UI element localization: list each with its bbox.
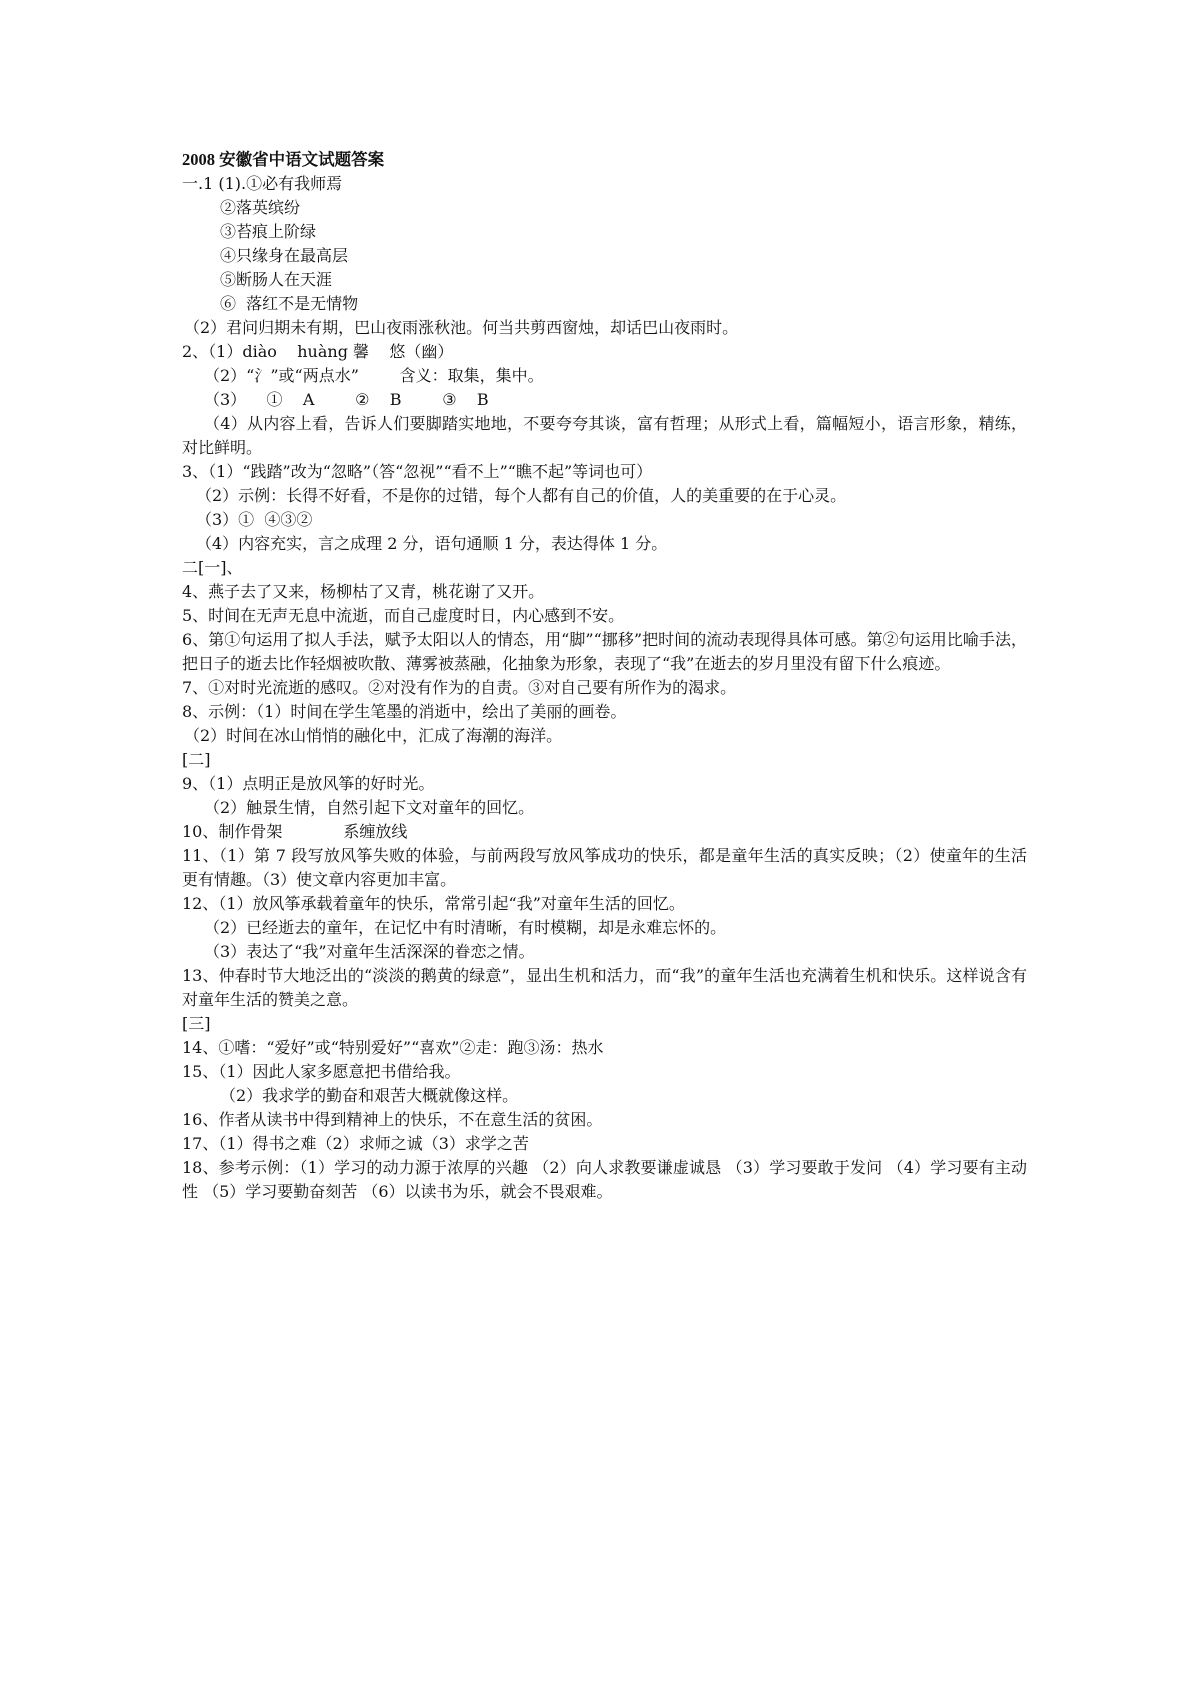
answer-line: （3） ① A ② B ③ B bbox=[204, 390, 489, 409]
answer-line: ⑤断肠人在天涯 bbox=[220, 270, 333, 289]
answer-line: 8、示例：（1）时间在学生笔墨的消逝中，绘出了美丽的画卷。 bbox=[182, 702, 627, 721]
answer-paragraph: 18、参考示例：（1）学习的动力源于浓厚的兴趣 （2）向人求教要谦虚诚恳 （3）学习要敢于发问 （4）学习要有主动性 （5）学习要勤奋刻苦 （6）以读书为乐，就会不畏艰难。 bbox=[182, 1158, 1027, 1201]
section-heading: [三] bbox=[182, 1014, 211, 1033]
answer-line: （2）时间在冰山悄悄的融化中，汇成了海潮的海洋。 bbox=[184, 726, 563, 745]
section-heading: 二[一]、 bbox=[182, 558, 243, 577]
answer-line: 4、燕子去了又来，杨柳枯了又青，桃花谢了又开。 bbox=[182, 582, 545, 601]
answer-line: ③苔痕上阶绿 bbox=[220, 222, 317, 241]
answer-line: 12、（1）放风筝承载着童年的快乐，常常引起“我”对童年生活的回忆。 bbox=[182, 894, 685, 913]
answer-line: 16、作者从读书中得到精神上的快乐，不在意生活的贫困。 bbox=[182, 1110, 603, 1129]
answer-line: 14、①嗜：“爱好”或“特别爱好”“喜欢”②走：跑③汤：热水 bbox=[182, 1038, 604, 1057]
answer-line: （2）君问归期未有期，巴山夜雨涨秋池。何当共剪西窗烛，却话巴山夜雨时。 bbox=[184, 318, 739, 337]
answer-line: ⑥ 落红不是无情物 bbox=[220, 294, 359, 313]
answer-line: （2）我求学的勤奋和艰苦大概就像这样。 bbox=[220, 1086, 519, 1105]
answer-line: 5、时间在无声无息中流逝，而自己虚度时日，内心感到不安。 bbox=[182, 606, 625, 625]
answer-line: 10、制作骨架 系缠放线 bbox=[182, 822, 408, 841]
answer-line: （3）表达了“我”对童年生活深深的眷恋之情。 bbox=[204, 942, 535, 961]
answer-paragraph: （4）从内容上看，告诉人们要脚踏实地地，不要夸夸其谈，富有哲理；从形式上看，篇幅短小，语言形象，精练，对比鲜明。 bbox=[182, 414, 1027, 457]
answer-line: 7、①对时光流逝的感叹。②对没有作为的自责。③对自己要有所作为的渴求。 bbox=[182, 678, 737, 697]
answer-line: 17、（1）得书之难（2）求师之诚（3）求学之苦 bbox=[182, 1134, 529, 1153]
answer-line: 15、（1）因此人家多愿意把书借给我。 bbox=[182, 1062, 461, 1081]
section-heading: [二] bbox=[182, 750, 211, 769]
answer-line: 2、（1）diào huàng 馨 悠（幽） bbox=[182, 342, 454, 361]
answer-line: （3）① ④③② bbox=[196, 510, 313, 529]
answer-paragraph: 6、第①句运用了拟人手法，赋予太阳以人的情态，用“脚”“挪移”把时间的流动表现得具体可感。第②句运用比喻手法，把日子的逝去比作轻烟被吹散、薄雾被蒸融，化抽象为形象，表现了“我”在逝去的岁月里没有留下什么痕迹。 bbox=[182, 630, 1027, 673]
answer-line: ④只缘身在最高层 bbox=[220, 246, 349, 265]
answer-line: （4）内容充实，言之成理 2 分，语句通顺 1 分，表达得体 1 分。 bbox=[196, 534, 668, 553]
answer-line: （2）示例：长得不好看，不是你的过错，每个人都有自己的价值，人的美重要的在于心灵。 bbox=[196, 486, 847, 505]
answer-line: 9、（1）点明正是放风筝的好时光。 bbox=[182, 774, 435, 793]
answer-paragraph: 11、（1）第 7 段写放风筝失败的体验，与前两段写放风筝成功的快乐，都是童年生活的真实反映；（2）使童年的生活更有情趣。（3）使文章内容更加丰富。 bbox=[182, 846, 1027, 889]
answer-line: 一.1 (1).①必有我师焉 bbox=[182, 174, 343, 193]
answer-line: （2）“氵”或“两点水” 含义：取集，集中。 bbox=[204, 366, 544, 385]
answer-line: 3、（1）“践踏”改为“忽略”（答“忽视”“看不上”“瞧不起”等词也可） bbox=[182, 462, 653, 481]
answer-line: （2）触景生情，自然引起下文对童年的回忆。 bbox=[204, 798, 535, 817]
answer-paragraph: 13、仲春时节大地泛出的“淡淡的鹅黄的绿意”，显出生机和活力，而“我”的童年生活也充满着生机和快乐。这样说含有对童年生活的赞美之意。 bbox=[182, 966, 1027, 1009]
answer-key bbox=[182, 148, 1027, 1204]
answer-line: （2）已经逝去的童年，在记忆中有时清晰，有时模糊，却是永难忘怀的。 bbox=[204, 918, 727, 937]
answer-line: ②落英缤纷 bbox=[220, 198, 301, 217]
page-title: 2008 安徽省中语文试题答案 bbox=[182, 150, 385, 169]
